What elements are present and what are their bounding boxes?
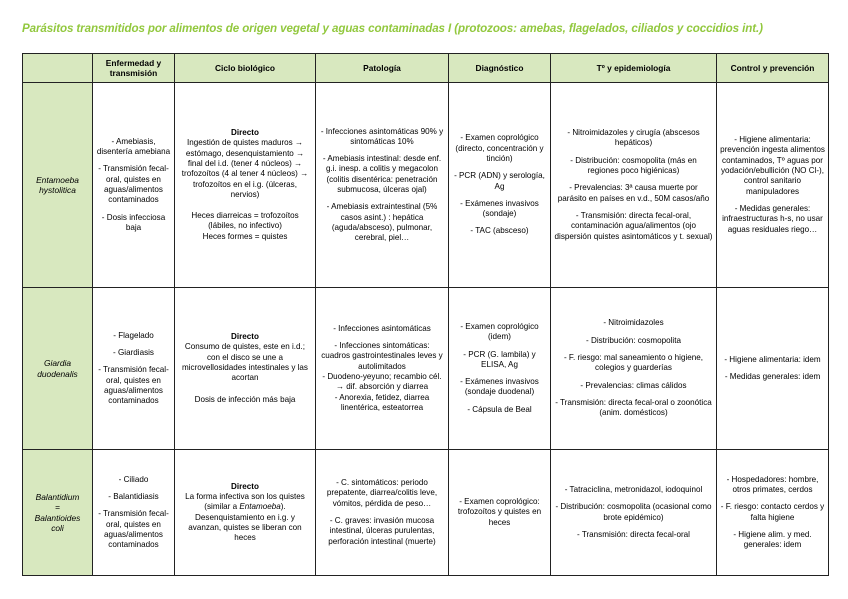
cell-line: - PCR (G. lambila) y ELISA, Ag (463, 349, 536, 369)
row-header-giardia: Giardia duodenalis (23, 288, 93, 450)
cell-line (178, 492, 312, 543)
cell-control (717, 288, 829, 450)
cell-line: - Transmisión fecal-oral, quistes en aguas/alimentos contaminados (98, 365, 169, 406)
cell-line: - Exámenes invasivos (sondaje) (460, 198, 539, 219)
cell-line: - Balantidiasis (108, 491, 159, 501)
cell-line: - Distribución: cosmopolita (ocasional como brote epidémico) (555, 502, 712, 522)
row-header-line: Balantidium (35, 491, 80, 502)
header-enfermedad: Enfermedad y transmisión (93, 54, 175, 83)
cell-line: Consumo de quistes, este en i.d.; con el disco se une a microvellosidades intestinales y las acortan (182, 342, 308, 383)
header-tratamiento: Tº y epidemiología (551, 54, 717, 83)
cell-line: - Nitroimidazoles (603, 318, 664, 328)
table-row (23, 288, 829, 450)
cell-diagnostico (449, 450, 551, 576)
cell-line: - Infecciones asintomáticas 90% y sintomáticas 10% (320, 126, 444, 146)
table-row (23, 450, 829, 576)
cell-line: - Examen coprológico (idem) (460, 321, 539, 342)
cell-line: - Transmisión: directa fecal-oral, contaminación agua/alimentos (ojo dispersión quistes asintomáticos y t. sexual) (554, 210, 713, 241)
cell-line: Ingestión de quistes maduros → estómago, desenquistamiento → final del i.d. (tener 4 núcleos) → trofozoítos (4 al tener 4 núcleos) → trofozoítos en el i.g. (úlceras, nervios) (181, 138, 309, 199)
cell-control (717, 450, 829, 576)
cell-line: - Transmisión fecal-oral, quistes en aguas/alimentos contaminados (98, 164, 169, 205)
cell-line: - Higiene alimentaria: idem (724, 354, 821, 364)
ciclo-title: Directo (231, 128, 259, 138)
page-title: Parásitos transmitidos por alimentos de origen vegetal y aguas contaminadas I (protozoos: amebas, flagelados, ciliados y coccidios int.) (22, 22, 763, 35)
cell-line: - Dosis infecciosa baja (101, 212, 166, 232)
ciclo-title: Directo (231, 481, 259, 491)
cell-line: - Infecciones sintomáticas: cuadros gastrointestinales leves y autolimitados (321, 341, 443, 371)
row-header-balantidium (23, 450, 93, 576)
cell-line: - Distribución: cosmopolita (más en regiones poco higiénicas) (570, 155, 697, 176)
cell-line: - Medidas generales: idem (724, 372, 821, 381)
cell-patologia (316, 450, 449, 576)
cell-line: - Tatraciclina, metronidazol, iodoquinol (564, 484, 703, 494)
cell-line: - PCR (ADN) y serología, Ag (454, 171, 545, 191)
header-corner (23, 54, 93, 83)
cell-line: - Distribución: cosmopolita (586, 335, 681, 345)
cell-line: - Hospedadores: hombre, otros primates, cerdos (726, 474, 819, 494)
cell-text: La forma infectiva son los quistes (similar a (185, 491, 305, 512)
row-header-line: Balantioides (34, 512, 81, 523)
cell-line: Heces formes = quistes (202, 231, 288, 241)
header-diagnostico: Diagnóstico (449, 54, 551, 83)
cell-line: - Amebiasis, disentería amebiana (96, 136, 171, 157)
header-patologia: Patología (316, 54, 449, 83)
parasites-table (22, 53, 829, 576)
header-ciclo: Ciclo biológico (175, 54, 316, 83)
cell-line: - C. graves: invasión mucosa intestinal, úlceras purulentas, perforación intestinal (muerte) (328, 516, 436, 546)
cell-line: - Prevalencias: climas cálidos (580, 380, 687, 390)
cell-enfermedad (93, 83, 175, 288)
row-header-entamoeba: Entamoeba hystolitica (23, 83, 93, 288)
cell-ciclo (175, 288, 316, 450)
cell-line: - Nitroimidazoles y cirugía (abscesos hepáticos) (567, 128, 700, 148)
cell-patologia (316, 83, 449, 288)
cell-line: - Exámenes invasivos (sondaje duodenal) (460, 377, 539, 397)
cell-line: - Giardiasis (113, 347, 154, 357)
table-row (23, 83, 829, 288)
cell-line: - Transmisión fecal-oral, quistes en aguas/alimentos contaminados (98, 509, 169, 550)
cell-line: - Ciliado (118, 474, 149, 484)
cell-line: - Higiene alim. y med. generales: idem (733, 529, 812, 550)
cell-line: - F. riesgo: contacto cerdos y falta higiene (720, 502, 825, 522)
cell-tratamiento (551, 450, 717, 576)
cell-line: - Medidas generales: infraestructuras h-s, no usar aguas residuales riego… (722, 203, 823, 234)
cell-ciclo (175, 450, 316, 576)
cell-ciclo (175, 83, 316, 288)
cell-line: Heces diarreicas = trofozoítos (lábiles, no infectivo) (191, 211, 299, 231)
cell-line: - Transmisión: directa fecal-oral (577, 529, 690, 539)
cell-line: - F. riesgo: mal saneamiento o higiene, colegios y guarderías (563, 353, 704, 373)
cell-enfermedad (93, 450, 175, 576)
cell-text-italic: Entamoeba (239, 502, 281, 512)
row-header-line: coli (51, 522, 64, 533)
ciclo-title: Directo (231, 332, 259, 342)
cell-diagnostico (449, 288, 551, 450)
cell-text: ). Desenquistamiento en i.g. y avanzan, quistes se liberan con heces (188, 502, 302, 543)
row-header-line: = (55, 502, 60, 513)
cell-tratamiento (551, 288, 717, 450)
cell-line: - Prevalencias: 3ª causa muerte por parásito en países en v.d., 50M casos/año (557, 183, 710, 203)
cell-line: Dosis de infección más baja (194, 394, 296, 404)
cell-line: - Examen coprológico: trofozoítos y quistes en heces (457, 497, 542, 527)
cell-line: - C. sintomáticos: periodo prepatente, diarrea/colitis leve, vómitos, pérdida de peso… (326, 478, 438, 508)
cell-line: - Infecciones asintomáticas (333, 323, 431, 333)
header-control: Control y prevención (717, 54, 829, 83)
cell-line: - Duodeno-yeyuno; recambio cél. → dif. absorción y diarrea (322, 372, 442, 392)
cell-line: - Anorexia, fetidez, diarrea linentérica, esteatorrea (334, 392, 430, 412)
cell-line: - Amebiasis extraintestinal (5% casos asint.) : hepática (aguda/absceso), pulmonar, cerebral, piel… (326, 202, 438, 243)
cell-line: - TAC (absceso) (470, 226, 529, 236)
cell-patologia (316, 288, 449, 450)
cell-line: - Cápsula de Beal (467, 404, 532, 414)
cell-line: - Flagelado (113, 330, 154, 340)
cell-line: - Higiene alimentaria: prevención ingesta alimentos contaminados, Tº aguas por yodación/ebullición (NO Cl-), control sanitario manipuladores (720, 135, 825, 196)
cell-control (717, 83, 829, 288)
cell-line: - Examen coprológico (directo, concentración y tinción) (455, 133, 544, 163)
cell-line: - Transmisión: directa fecal-oral o zoonótica (anim. domésticos) (555, 397, 712, 418)
header-row (23, 54, 829, 83)
cell-line: - Amebiasis intestinal: desde enf. g.i. inesp. a colitis y megacolon (colitis disentérica: penetración submucosa, úlceras ojal) (322, 154, 442, 194)
cell-enfermedad (93, 288, 175, 450)
cell-diagnostico (449, 83, 551, 288)
cell-tratamiento (551, 83, 717, 288)
